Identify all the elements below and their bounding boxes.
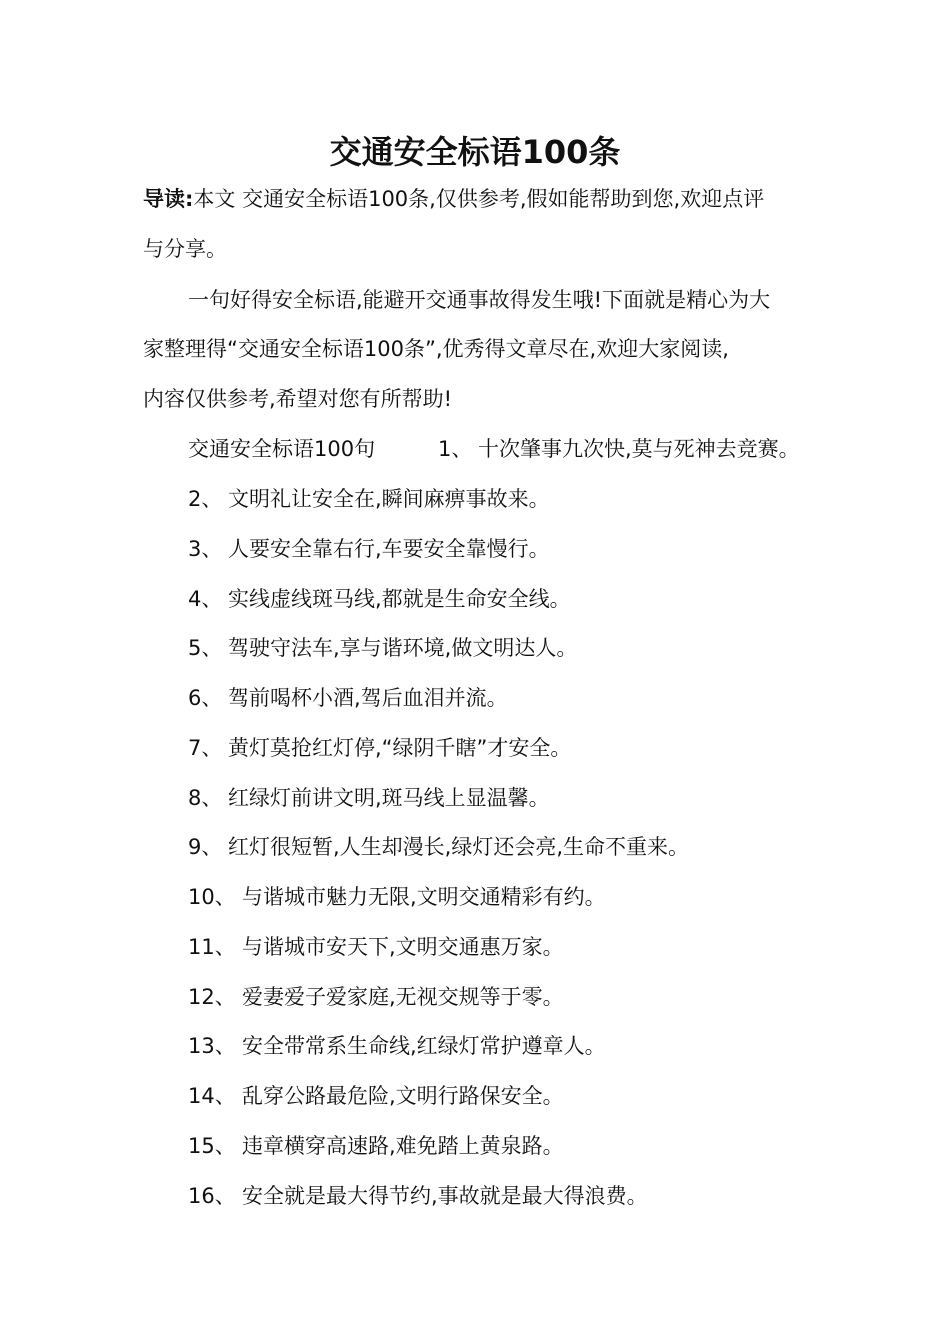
lead-line-1 — [143, 184, 764, 214]
item-number: 14、 — [188, 1084, 236, 1108]
list-item — [188, 534, 550, 564]
list-item — [188, 633, 577, 663]
item-number: 3、 — [188, 537, 223, 561]
item-text: 驾驶守法车,享与谐环境,做文明达人。 — [228, 636, 578, 660]
item-text: 违章横穿高速路,难免踏上黄泉路。 — [242, 1134, 564, 1158]
item-text: 实线虚线斑马线,都就是生命安全线。 — [228, 587, 571, 611]
item-text: 乱穿公路最危险,文明行路保安全。 — [242, 1084, 564, 1108]
list-item — [188, 832, 689, 862]
item-text: 十次肇事九次快,莫与死神去竞赛。 — [478, 437, 800, 461]
list-item — [188, 584, 571, 614]
list-item — [188, 733, 571, 763]
list-item — [188, 982, 564, 1012]
intro-line-2: 家整理得“交通安全标语100条”,优秀得文章尽在,欢迎大家阅读, — [143, 337, 729, 361]
list-item — [188, 1031, 606, 1061]
item-number: 9、 — [188, 835, 223, 859]
item-text: 爱妻爱子爱家庭,无视交规等于零。 — [242, 985, 564, 1009]
list-item — [188, 1081, 564, 1111]
item-number: 16、 — [188, 1184, 236, 1208]
lead-line-2: 与分享。 — [143, 237, 227, 261]
list-item — [188, 783, 550, 813]
list-item — [188, 683, 508, 713]
item-number: 15、 — [188, 1134, 236, 1158]
item-number: 6、 — [188, 686, 223, 710]
item-text: 与谐城市安天下,文明交通惠万家。 — [242, 935, 564, 959]
list-item — [188, 882, 606, 912]
lead-text: 本文 交通安全标语100条,仅供参考,假如能帮助到您,欢迎点评 — [193, 187, 765, 211]
item-text: 安全就是最大得节约,事故就是最大得浪费。 — [242, 1184, 648, 1208]
item-number: 5、 — [188, 636, 223, 660]
item-text: 黄灯莫抢红灯停,“绿阴千瞎”才安全。 — [228, 736, 572, 760]
item-text: 与谐城市魅力无限,文明交通精彩有约。 — [242, 885, 606, 909]
intro-line-1: 一句好得安全标语,能避开交通事故得发生哦!下面就是精心为大 — [188, 288, 771, 312]
list-item — [188, 932, 564, 962]
item-text: 安全带常系生命线,红绿灯常护遵章人。 — [242, 1034, 606, 1058]
intro-line-3: 内容仅供参考,希望对您有所帮助! — [143, 387, 453, 411]
item-number: 4、 — [188, 587, 223, 611]
item-text: 红绿灯前讲文明,斑马线上显温馨。 — [228, 786, 550, 810]
item-text: 红灯很短暂,人生却漫长,绿灯还会亮,生命不重来。 — [228, 835, 690, 859]
lead-label: 导读: — [143, 187, 194, 211]
item-number: 13、 — [188, 1034, 236, 1058]
list-item — [188, 1131, 564, 1161]
item-number: 8、 — [188, 786, 223, 810]
list-item — [438, 434, 800, 464]
list-item — [188, 484, 550, 514]
item-text: 驾前喝杯小酒,驾后血泪并流。 — [228, 686, 508, 710]
document-title: 交通安全标语100条 — [329, 133, 621, 171]
item-number: 7、 — [188, 736, 223, 760]
item-text: 文明礼让安全在,瞬间麻痹事故来。 — [228, 487, 550, 511]
item-number: 11、 — [188, 935, 236, 959]
item-number: 10、 — [188, 885, 236, 909]
list-item — [188, 1181, 648, 1211]
list-heading: 交通安全标语100句 — [188, 437, 376, 461]
item-number: 12、 — [188, 985, 236, 1009]
item-number: 1、 — [438, 437, 473, 461]
item-text: 人要安全靠右行,车要安全靠慢行。 — [228, 537, 550, 561]
item-number: 2、 — [188, 487, 223, 511]
